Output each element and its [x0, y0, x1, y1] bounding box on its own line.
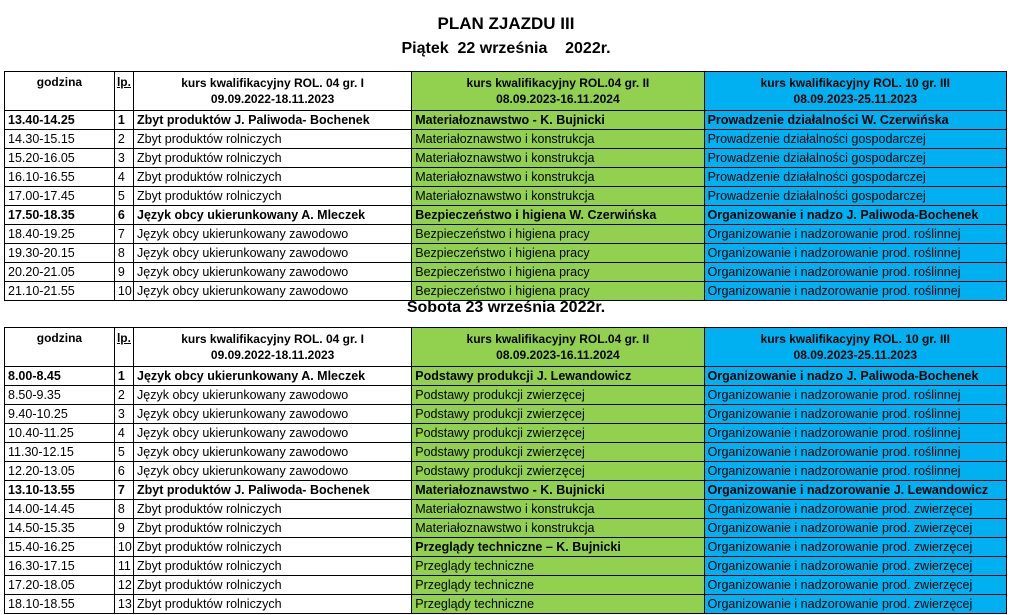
table-header-row [5, 72, 1007, 111]
cell-time: 17.50-18.35 [5, 206, 115, 225]
cell-time: 18.10-18.55 [5, 595, 115, 614]
cell-group3: Organizowanie i nadzorowanie prod. roślinnej [704, 263, 1006, 282]
cell-group1: Zbyt produktów rolniczych [134, 519, 412, 538]
table-row [5, 405, 1007, 424]
cell-time: 21.10-21.55 [5, 282, 115, 301]
cell-group3: Organizowanie i nadzorowanie prod. roślinnej [704, 462, 1006, 481]
cell-time: 11.30-12.15 [5, 443, 115, 462]
schedule-table-friday [4, 71, 1007, 301]
cell-group2: Materiałoznawstwo i konstrukcja [412, 500, 704, 519]
cell-lp: 11 [114, 557, 133, 576]
cell-lp: 2 [114, 130, 133, 149]
cell-time: 20.20-21.05 [5, 263, 115, 282]
cell-group3: Organizowanie i nadzorowanie prod. roślinnej [704, 386, 1006, 405]
cell-time: 15.40-16.25 [5, 538, 115, 557]
cell-lp: 4 [114, 168, 133, 187]
cell-lp: 13 [114, 595, 133, 614]
cell-lp: 7 [114, 225, 133, 244]
header-group3-name: kurs kwalifikacyjny ROL. 10 gr. III [760, 76, 950, 90]
cell-time: 9.40-10.25 [5, 405, 115, 424]
cell-group3: Prowadzenie działalności gospodarczej [704, 187, 1006, 206]
cell-group3: Organizowanie i nadzorowanie prod. roślinnej [704, 244, 1006, 263]
cell-group1: Zbyt produktów J. Paliwoda- Bochenek [134, 481, 412, 500]
cell-group1: Zbyt produktów rolniczych [134, 187, 412, 206]
table-row [5, 538, 1007, 557]
cell-group1: Język obcy ukierunkowany zawodowo [134, 225, 412, 244]
cell-lp: 8 [114, 244, 133, 263]
cell-group3: Organizowanie i nadzorowanie prod. zwierzęcej [704, 519, 1006, 538]
header-group1-dates: 09.09.2022-18.11.2023 [210, 348, 335, 362]
friday-rows [5, 111, 1007, 301]
cell-lp: 2 [114, 386, 133, 405]
header-group2 [412, 328, 704, 367]
saturday-rows [5, 367, 1007, 614]
cell-group1: Zbyt produktów rolniczych [134, 576, 412, 595]
table-row [5, 386, 1007, 405]
cell-group1: Język obcy ukierunkowany zawodowo [134, 462, 412, 481]
cell-group2: Przeglądy techniczne – K. Bujnicki [412, 538, 704, 557]
cell-lp: 8 [114, 500, 133, 519]
cell-group2: Bezpieczeństwo i higiena pracy [412, 263, 704, 282]
cell-group3: Organizowanie i nadzo J. Paliwoda-Bochenek [704, 367, 1006, 386]
cell-group2: Podstawy produkcji J. Lewandowicz [412, 367, 704, 386]
cell-lp: 1 [114, 111, 133, 130]
table-row [5, 443, 1007, 462]
table-row [5, 168, 1007, 187]
cell-group2: Podstawy produkcji zwierzęcej [412, 443, 704, 462]
cell-group3: Organizowanie i nadzorowanie prod. zwierzęcej [704, 576, 1006, 595]
cell-time: 13.10-13.55 [5, 481, 115, 500]
header-group3-dates: 08.09.2023-25.11.2023 [793, 92, 917, 106]
cell-group2: Materiałoznawstwo i konstrukcja [412, 130, 704, 149]
cell-group3: Prowadzenie działalności gospodarczej [704, 149, 1006, 168]
cell-group1: Zbyt produktów rolniczych [134, 130, 412, 149]
cell-group2: Bezpieczeństwo i higiena W. Czerwińska [412, 206, 704, 225]
cell-group1: Język obcy ukierunkowany zawodowo [134, 424, 412, 443]
cell-lp: 4 [114, 424, 133, 443]
cell-group2: Bezpieczeństwo i higiena pracy [412, 244, 704, 263]
cell-group1: Język obcy ukierunkowany A. Mleczek [134, 206, 412, 225]
table-row [5, 557, 1007, 576]
cell-group2: Podstawy produkcji zwierzęcej [412, 386, 704, 405]
cell-time: 10.40-11.25 [5, 424, 115, 443]
cell-group2: Materiałoznawstwo - K. Bujnicki [412, 481, 704, 500]
table-row [5, 595, 1007, 614]
cell-group1: Zbyt produktów rolniczych [134, 595, 412, 614]
cell-lp: 9 [114, 519, 133, 538]
cell-group1: Zbyt produktów J. Paliwoda- Bochenek [134, 111, 412, 130]
cell-lp: 9 [114, 263, 133, 282]
cell-time: 8.00-8.45 [5, 367, 115, 386]
cell-group2: Materiałoznawstwo - K. Bujnicki [412, 111, 704, 130]
cell-group3: Prowadzenie działalności gospodarczej [704, 130, 1006, 149]
cell-group1: Język obcy ukierunkowany zawodowo [134, 386, 412, 405]
cell-group1: Zbyt produktów rolniczych [134, 500, 412, 519]
table-row [5, 462, 1007, 481]
header-lp: lp. [114, 328, 133, 367]
header-group3 [704, 72, 1006, 111]
page-title: PLAN ZJAZDU III [437, 14, 575, 33]
header-group2-dates: 08.09.2023-16.11.2024 [496, 92, 620, 106]
cell-time: 16.10-16.55 [5, 168, 115, 187]
cell-time: 17.20-18.05 [5, 576, 115, 595]
cell-time: 13.40-14.25 [5, 111, 115, 130]
header-group3 [704, 328, 1006, 367]
cell-group1: Zbyt produktów rolniczych [134, 557, 412, 576]
header-group1 [134, 72, 412, 111]
cell-group1: Zbyt produktów rolniczych [134, 149, 412, 168]
schedule-table-saturday [4, 327, 1007, 614]
cell-group2: Podstawy produkcji zwierzęcej [412, 462, 704, 481]
cell-group3: Organizowanie i nadzorowanie prod. roślinnej [704, 424, 1006, 443]
cell-lp: 10 [114, 538, 133, 557]
cell-lp: 12 [114, 576, 133, 595]
cell-group1: Język obcy ukierunkowany A. Mleczek [134, 367, 412, 386]
day2-heading: Sobota 23 września 2022r. [406, 299, 606, 316]
header-group3-name: kurs kwalifikacyjny ROL. 10 gr. III [760, 332, 950, 346]
cell-group2: Przeglądy techniczne [412, 576, 704, 595]
header-group2-dates: 08.09.2023-16.11.2024 [496, 348, 620, 362]
cell-group1: Język obcy ukierunkowany zawodowo [134, 244, 412, 263]
cell-lp: 1 [114, 367, 133, 386]
cell-time: 16.30-17.15 [5, 557, 115, 576]
cell-group2: Przeglądy techniczne [412, 595, 704, 614]
cell-group2: Materiałoznawstwo i konstrukcja [412, 187, 704, 206]
cell-lp: 7 [114, 481, 133, 500]
cell-time: 12.20-13.05 [5, 462, 115, 481]
cell-lp: 10 [114, 282, 133, 301]
cell-group1: Zbyt produktów rolniczych [134, 168, 412, 187]
cell-time: 14.00-14.45 [5, 500, 115, 519]
table-row [5, 263, 1007, 282]
cell-group3: Prowadzenie działalności gospodarczej [704, 168, 1006, 187]
header-group2 [412, 72, 704, 111]
header-time: godzina [5, 328, 115, 367]
cell-time: 14.30-15.15 [5, 130, 115, 149]
cell-group2: Materiałoznawstwo i konstrukcja [412, 149, 704, 168]
cell-time: 18.40-19.25 [5, 225, 115, 244]
cell-group2: Podstawy produkcji zwierzęcej [412, 424, 704, 443]
table-row [5, 130, 1007, 149]
cell-lp: 6 [114, 462, 133, 481]
cell-time: 19.30-20.15 [5, 244, 115, 263]
header-group2-name: kurs kwalifikacyjny ROL.04 gr. II [466, 76, 650, 90]
cell-group1: Zbyt produktów rolniczych [134, 538, 412, 557]
cell-group2: Materiałoznawstwo i konstrukcja [412, 519, 704, 538]
table-row [5, 225, 1007, 244]
table-row [5, 424, 1007, 443]
cell-time: 8.50-9.35 [5, 386, 115, 405]
header-group1-name: kurs kwalifikacyjny ROL. 04 gr. I [181, 332, 364, 346]
cell-group3: Organizowanie i nadzorowanie prod. zwierzęcej [704, 595, 1006, 614]
cell-group1: Język obcy ukierunkowany zawodowo [134, 443, 412, 462]
cell-lp: 3 [114, 149, 133, 168]
header-time: godzina [5, 72, 115, 111]
cell-lp: 6 [114, 206, 133, 225]
header-group3-dates: 08.09.2023-25.11.2023 [793, 348, 917, 362]
table-row [5, 576, 1007, 595]
table-row [5, 187, 1007, 206]
table-row [5, 481, 1007, 500]
cell-group3: Organizowanie i nadzorowanie prod. zwierzęcej [704, 557, 1006, 576]
cell-group3: Organizowanie i nadzorowanie prod. roślinnej [704, 405, 1006, 424]
header-lp: lp. [114, 72, 133, 111]
table-row [5, 500, 1007, 519]
cell-time: 15.20-16.05 [5, 149, 115, 168]
table-row [5, 206, 1007, 225]
header-group1-name: kurs kwalifikacyjny ROL. 04 gr. I [181, 76, 364, 90]
cell-group2: Materiałoznawstwo i konstrukcja [412, 168, 704, 187]
cell-time: 14.50-15.35 [5, 519, 115, 538]
header-group1 [134, 328, 412, 367]
cell-group3: Prowadzenie działalności W. Czerwińska [704, 111, 1006, 130]
cell-group3: Organizowanie i nadzo J. Paliwoda-Bochenek [704, 206, 1006, 225]
cell-group3: Organizowanie i nadzorowanie prod. roślinnej [704, 282, 1006, 301]
cell-group1: Język obcy ukierunkowany zawodowo [134, 263, 412, 282]
table-header-row [5, 328, 1007, 367]
cell-time: 17.00-17.45 [5, 187, 115, 206]
cell-group3: Organizowanie i nadzorowanie prod. roślinnej [704, 443, 1006, 462]
table-row [5, 111, 1007, 130]
table-row [5, 367, 1007, 386]
cell-group3: Organizowanie i nadzorowanie prod. zwierzęcej [704, 538, 1006, 557]
cell-group3: Organizowanie i nadzorowanie prod. roślinnej [704, 225, 1006, 244]
cell-lp: 3 [114, 405, 133, 424]
table-row [5, 149, 1007, 168]
cell-group3: Organizowanie i nadzorowanie prod. zwierzęcej [704, 500, 1006, 519]
day1-heading: Piątek 22 września 2022r. [401, 40, 611, 57]
cell-lp: 5 [114, 187, 133, 206]
cell-group2: Bezpieczeństwo i higiena pracy [412, 225, 704, 244]
cell-group1: Język obcy ukierunkowany zawodowo [134, 405, 412, 424]
cell-group2: Podstawy produkcji zwierzęcej [412, 405, 704, 424]
cell-lp: 5 [114, 443, 133, 462]
header-group2-name: kurs kwalifikacyjny ROL.04 gr. II [466, 332, 650, 346]
header-group1-dates: 09.09.2022-18.11.2023 [210, 92, 335, 106]
cell-group3: Organizowanie i nadzorowanie J. Lewandowicz [704, 481, 1006, 500]
table-row [5, 244, 1007, 263]
cell-group2: Przeglądy techniczne [412, 557, 704, 576]
cell-group2: Bezpieczeństwo i higiena pracy [412, 282, 704, 301]
table-row [5, 519, 1007, 538]
cell-group1: Język obcy ukierunkowany zawodowo [134, 282, 412, 301]
